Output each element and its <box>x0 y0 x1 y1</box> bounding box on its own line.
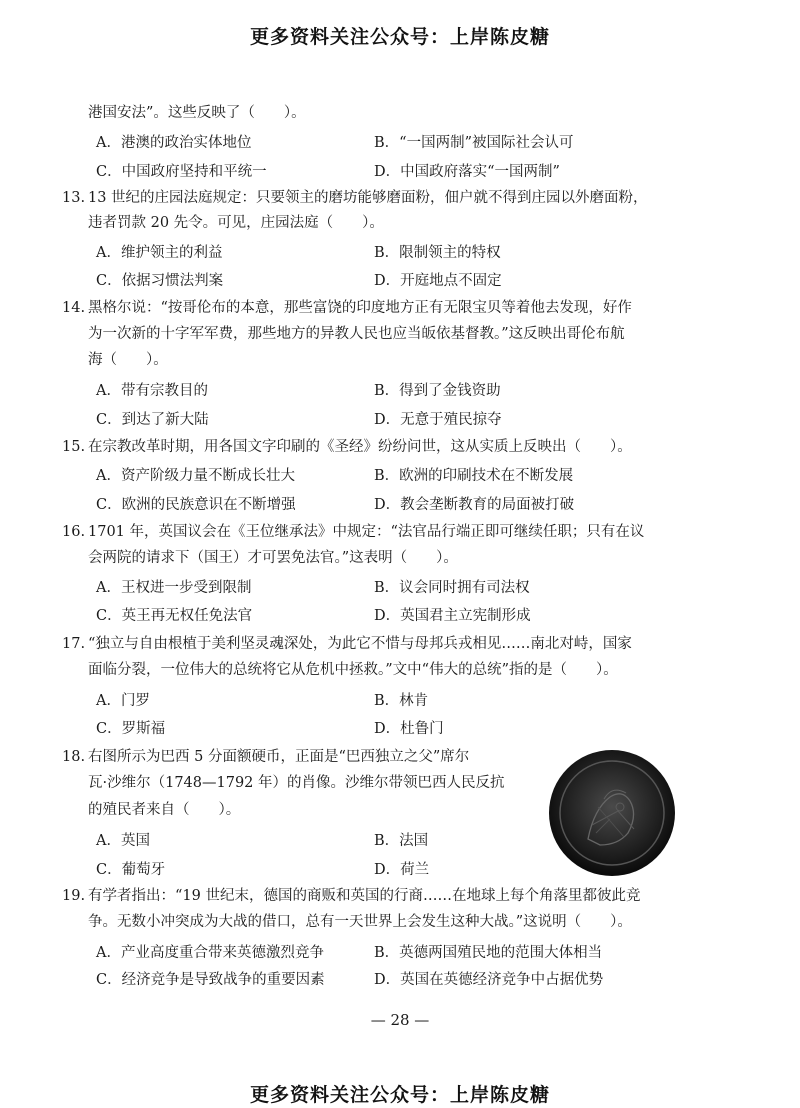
question-15-option-c: C．欧洲的民族意识在不断增强 <box>96 497 296 513</box>
question-15-number: 15. <box>62 439 86 455</box>
question-17-option-a: A．门罗 <box>96 693 150 709</box>
question-16-stem-line-1: 1701 年，英国议会在《王位继承法》中规定：“法官品行端正即可继续任职；只有在议 <box>88 524 645 540</box>
question-16-number: 16. <box>62 524 86 540</box>
question-18-number: 18. <box>62 749 86 765</box>
question-19-number: 19. <box>62 888 86 904</box>
question-17-option-c: C．罗斯福 <box>96 721 166 737</box>
brazil-coin-image <box>548 749 676 877</box>
question-14-option-a: A．带有宗教目的 <box>96 383 208 399</box>
question-15-option-a: A．资产阶级力量不断成长壮大 <box>96 468 295 484</box>
question-19-stem-line-1: 有学者指出：“19 世纪末，德国的商贩和英国的行商……在地球上每个角落里都彼此竞 <box>88 888 641 904</box>
question-19-option-a: A．产业高度重合带来英德激烈竞争 <box>96 945 324 961</box>
bottom-banner: 更多资料关注公众号：上岸陈皮糖 <box>249 1084 550 1106</box>
question-12-option-c: C．中国政府坚持和平统一 <box>96 164 267 180</box>
question-16-option-b: B．议会同时拥有司法权 <box>374 580 530 596</box>
question-18-stem-line-1: 右图所示为巴西 5 分面额硬币，正面是“巴西独立之父”席尔 <box>88 749 470 765</box>
question-18-option-c: C．葡萄牙 <box>96 862 166 878</box>
question-16-stem-line-2: 会两院的请求下（国王）才可罢免法官。”这表明（ ）。 <box>88 550 458 566</box>
question-16-option-a: A．王权进一步受到限制 <box>96 580 252 596</box>
question-15-option-d: D．教会垄断教育的局面被打破 <box>374 497 575 513</box>
question-14-option-c: C．到达了新大陆 <box>96 412 209 428</box>
question-17-option-d: D．杜鲁门 <box>374 721 444 737</box>
question-17-number: 17. <box>62 636 86 652</box>
question-14-option-d: D．无意于殖民掠夺 <box>374 412 502 428</box>
question-13-option-a: A．维护领主的利益 <box>96 245 223 261</box>
page-number: — 28 — <box>370 1011 430 1029</box>
question-19-option-b: B．英德两国殖民地的范围大体相当 <box>374 945 603 961</box>
question-16-option-d: D．英国君主立宪制形成 <box>374 608 531 624</box>
question-16-option-c: C．英王再无权任免法官 <box>96 608 253 624</box>
question-12-option-d: D．中国政府落实“一国两制” <box>374 164 560 180</box>
question-15-stem-line-1: 在宗教改革时期，用各国文字印刷的《圣经》纷纷问世，这从实质上反映出（ ）。 <box>88 439 632 455</box>
question-17-option-b: B．林肯 <box>374 693 429 709</box>
question-19-stem-line-2: 争。无数小冲突成为大战的借口，总有一天世界上会发生这种大战。”这说明（ ）。 <box>88 914 632 930</box>
question-14-stem-line-3: 海（ ）。 <box>88 352 168 368</box>
question-13-stem-line-1: 13 世纪的庄园法庭规定：只要领主的磨坊能够磨面粉，佃户就不得到庄园以外磨面粉， <box>88 190 648 206</box>
question-14-number: 14. <box>62 300 86 316</box>
question-17-stem-line-2: 面临分裂，一位伟大的总统将它从危机中拯救。”文中“伟大的总统”指的是（ ）。 <box>88 662 618 678</box>
question-19-option-d: D．英国在英德经济竞争中占据优势 <box>374 972 604 988</box>
question-13-option-b: B．限制领主的特权 <box>374 245 501 261</box>
top-banner: 更多资料关注公众号：上岸陈皮糖 <box>249 26 550 48</box>
question-18-option-d: D．荷兰 <box>374 862 430 878</box>
question-14-stem-line-2: 为一次新的十字军军费，那些地方的异教人民也应当皈依基督教。”这反映出哥伦布航 <box>88 326 625 342</box>
question-13-option-d: D．开庭地点不固定 <box>374 273 502 289</box>
question-17-stem-line-1: “独立与自由根植于美利坚灵魂深处，为此它不惜与母邦兵戎相见……南北对峙，国家 <box>88 636 632 652</box>
question-12-option-b: B．“一国两制”被国际社会认可 <box>374 135 574 151</box>
question-13-number: 13. <box>62 190 86 206</box>
question-13-option-c: C．依据习惯法判案 <box>96 273 224 289</box>
question-18-stem-line-3: 的殖民者来自（ ）。 <box>88 802 241 818</box>
question-18-option-b: B．法国 <box>374 833 429 849</box>
question-12-stem-line-1: 港国安法”。这些反映了（ ）。 <box>88 105 306 121</box>
question-19-option-c: C．经济竞争是导致战争的重要因素 <box>96 972 325 988</box>
question-12-option-a: A．港澳的政治实体地位 <box>96 135 252 151</box>
question-15-option-b: B．欧洲的印刷技术在不断发展 <box>374 468 574 484</box>
question-13-stem-line-2: 违者罚款 20 先令。可见，庄园法庭（ ）。 <box>88 215 384 231</box>
question-14-stem-line-1: 黑格尔说：“按哥伦布的本意，那些富饶的印度地方正有无限宝贝等着他去发现，好作 <box>88 300 632 316</box>
question-18-stem-line-2: 瓦·沙维尔（1748—1792 年）的肖像。沙维尔带领巴西人民反抗 <box>88 775 505 791</box>
question-18-option-a: A．英国 <box>96 833 150 849</box>
question-14-option-b: B．得到了金钱资助 <box>374 383 501 399</box>
